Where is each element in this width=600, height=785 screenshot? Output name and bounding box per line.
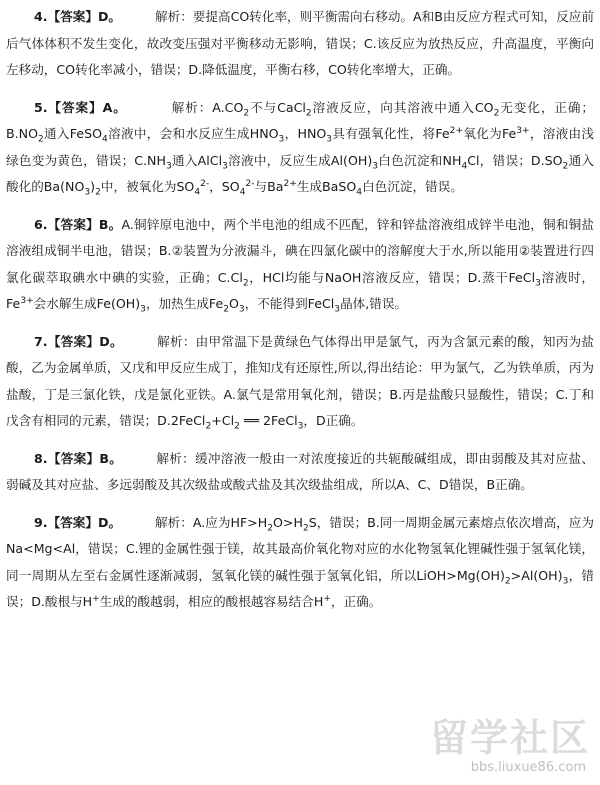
answer-item-4 — [6, 4, 594, 84]
question-number: 7. — [34, 333, 48, 349]
answer-item-5 — [6, 95, 594, 201]
answer-label: 【答案】B。 — [47, 450, 123, 466]
question-number: 4. — [34, 9, 48, 24]
answer-label: 【答案】A。 — [47, 99, 127, 115]
answer-item-7 — [6, 329, 594, 435]
explanation-text: 解析：由甲常温下是黄绿色气体得出甲是氯气，丙为含氯元素的酸，知丙为盐酸，乙为金属单质，又戊和甲反应生成丁，推知戊有还原性,所以,得出结论：甲为氯气，乙为铁单质，丙为盐酸，丁是三氯化铁，戊是氯化亚铁。A.氯气是常用氧化剂，错误；B.丙是盐酸只显酸性，错误；C.丁和戊含有相同的元素，错误；$D.2FeCl_2+Cl_2$ ══ 2FeCl$_3$，D正确。 — [6, 333, 594, 432]
answer-item-8 — [6, 446, 594, 499]
answer-item-6 — [6, 212, 594, 318]
answer-label: 【答案】D。 — [47, 9, 121, 24]
explanation-text: 解析：缓冲溶液一般由一对浓度接近的共轭酸碱组成，即由弱酸及其对应盐、弱碱及其对应盐、多远弱酸及其次级盐或酸式盐及其次级盐组成，所以A、C、D错误，B正确。 — [6, 450, 594, 492]
answer-label: 【答案】D。 — [47, 514, 122, 530]
watermark-url: bbs.liuxue86.com — [470, 760, 586, 775]
answer-label: 【答案】B。 — [47, 216, 122, 232]
answer-label: 【答案】D。 — [47, 333, 123, 349]
question-number: 8. — [34, 450, 48, 466]
explanation-text: 解析：要提高CO转化率，则平衡需向右移动。A和B由反应方程式可知，反应前后气体体积不发生变化，故改变压强对平衡移动无影响，错误；C.该反应为放热反应，升高温度，平衡向左移动，CO转化率减小，错误；D.降低温度，平衡右移，CO转化率增大，正确。 — [6, 9, 594, 77]
question-number: 9. — [34, 514, 48, 530]
explanation-text: A.铜锌原电池中，两个半电池的组成不匹配，锌和锌盐溶液组成锌半电池，铜和铜盐溶液组成铜半电池，错误；B.②装置为分液漏斗，碘在四氯化碳中的溶解度大于水,所以能用②装置进行四氯化碳萃取碘水中碘的实验，正确；$C.Cl_2$，HCl均能与NaOH溶液反应，错误；D.蒸干FeCl$_3$溶液时，$Fe^{3+}$会水解生成$Fe(OH)_3$，加热生成$Fe_2O_3$，不能得到FeCl$_3$晶体,错误。 — [6, 216, 594, 315]
explanation-text: 解析：$A.CO_2$不与CaCl$_2$溶液反应，向其溶液中通入$CO_2$无变化，正确；$B.NO_2$通入FeSO$_4$溶液中，会和水反应生成$HNO_3$，$HNO_3$具有强氧化性，将$Fe^{2+}$氧化为$Fe^{3+}$，溶液由浅绿色变为黄色，错误；$C.NH_3$通入AlCl$_3$溶液中，反应生成$Al(OH)_3$白色沉淀和$NH_4Cl$，错误；$D.SO_2$通入酸化的$Ba(NO_3)_2$中，被氧化为$SO_4^{2-}$，$SO_4^{2-}$与$Ba^{2+}$生成BaSO$_4$白色沉淀，错误。 — [6, 99, 595, 198]
question-number: 5. — [34, 99, 48, 115]
answer-item-9 — [6, 510, 594, 616]
watermark-logo-text: 留学社区 — [429, 716, 590, 760]
question-number: 6. — [34, 216, 48, 232]
explanation-text: 解析：A.应为$HF>H_2O>H_2S$，错误；B.同一周期金属元素熔点依次增高，应为Na<Mg<Al，错误；C.锂的金属性强于镁，故其最高价氧化物对应的水化物氢氧化锂碱性强于氢氧化镁，同一周期从左至右金属性逐渐减弱，氢氧化镁的碱性强于氢氧化铝，所以$LiOH>Mg(OH)_2>Al(OH)_3$，错误；D.酸根与H+生成的酸越弱，相应的酸根越容易结合H+，正确。 — [6, 514, 594, 609]
